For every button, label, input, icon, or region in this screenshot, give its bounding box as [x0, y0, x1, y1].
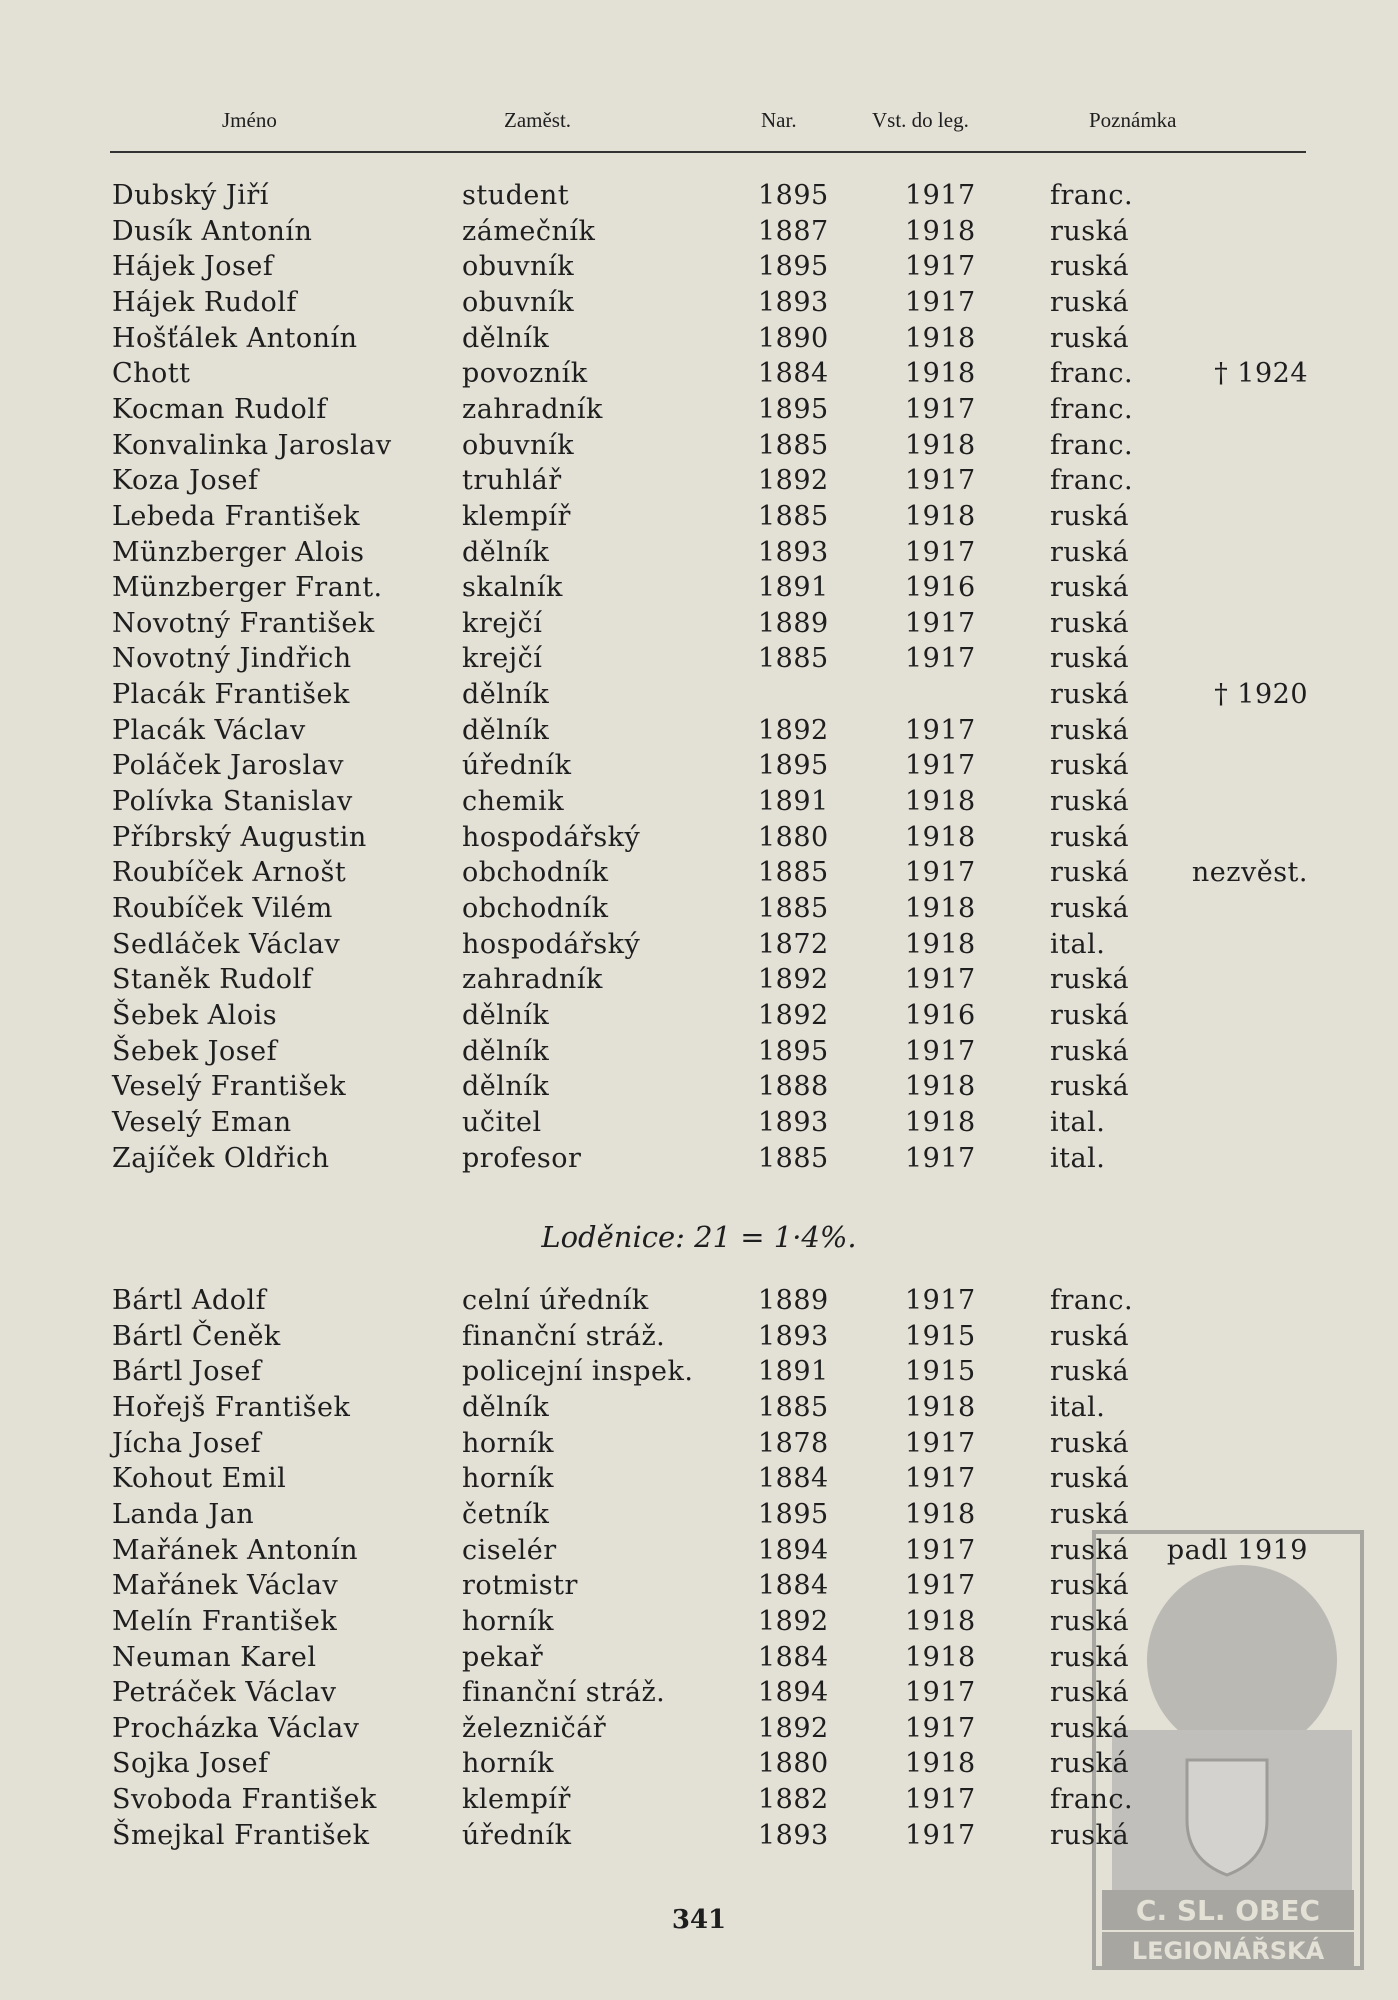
cell-vst: 1917: [905, 1784, 976, 1816]
cell-occ: chemik: [462, 786, 565, 818]
cell-occ: hospodářský: [462, 821, 641, 853]
cell-name: Roubíček Vilém: [112, 893, 333, 924]
cell-occ: četník: [462, 1498, 550, 1530]
cell-occ: pekař: [462, 1641, 544, 1673]
cell-vst: 1916: [905, 999, 976, 1031]
cell-nar: 1872: [758, 928, 829, 960]
cell-leg: ruská: [1050, 679, 1130, 711]
cell-name: Procházka Václav: [112, 1712, 360, 1744]
cell-leg: ruská: [1050, 1427, 1130, 1459]
cell-nar: 1884: [758, 1641, 829, 1673]
cell-nar: 1893: [758, 536, 829, 568]
cell-occ: ciselér: [462, 1534, 557, 1566]
table-row: [0, 1036, 1398, 1072]
cell-occ: obuvník: [462, 429, 575, 461]
cell-vst: 1917: [905, 964, 976, 996]
cell-occ: horník: [462, 1605, 554, 1637]
cell-name: Koza Josef: [112, 465, 259, 497]
cell-leg: ruská: [1050, 1356, 1130, 1388]
cell-occ: krejčí: [462, 643, 543, 675]
cell-nar: 1887: [758, 215, 829, 247]
cell-vst: 1917: [905, 1285, 976, 1316]
cell-occ: klempíř: [462, 1784, 571, 1816]
cell-leg: franc.: [1050, 1285, 1134, 1316]
cell-name: Šebek Alois: [112, 999, 278, 1031]
cell-vst: 1918: [905, 322, 976, 354]
table-row: [0, 1321, 1398, 1357]
cell-nar: 1882: [758, 1784, 829, 1816]
cell-nar: 1893: [758, 1106, 829, 1138]
cell-leg: ruská: [1050, 643, 1130, 675]
cell-leg: ruská: [1050, 999, 1130, 1031]
cell-nar: 1884: [758, 358, 829, 390]
cell-occ: úředník: [462, 750, 572, 782]
table-row: [0, 1784, 1398, 1820]
cell-leg: ital.: [1050, 1391, 1106, 1423]
cell-nar: 1889: [758, 1285, 829, 1316]
cell-name: Münzberger Frant.: [112, 572, 383, 604]
cell-occ: horník: [462, 1463, 554, 1495]
cell-name: Kohout Emil: [112, 1463, 287, 1495]
cell-occ: finanční stráž.: [462, 1320, 666, 1352]
cell-leg: ruská: [1050, 1570, 1130, 1602]
table-row: [0, 430, 1398, 466]
cell-vst: 1918: [905, 1106, 976, 1138]
cell-vst: 1917: [905, 1035, 976, 1067]
cell-nar: 1893: [758, 1320, 829, 1352]
table-row: [0, 572, 1398, 608]
table-row: [0, 893, 1398, 929]
table-row: [0, 1428, 1398, 1464]
header-born: Nar.: [761, 108, 797, 132]
cell-occ: obuvník: [462, 251, 575, 283]
cell-name: Staněk Rudolf: [112, 964, 313, 996]
header-rule: [110, 151, 1306, 153]
cell-name: Dusík Antonín: [112, 215, 313, 247]
cell-occ: celní úředník: [462, 1285, 649, 1316]
cell-vst: 1917: [905, 286, 976, 318]
cell-nar: 1895: [758, 180, 829, 211]
cell-vst: 1918: [905, 1748, 976, 1780]
cell-vst: 1918: [905, 821, 976, 853]
cell-nar: 1895: [758, 1035, 829, 1067]
cell-vst: 1916: [905, 572, 976, 604]
cell-nar: 1885: [758, 429, 829, 461]
cell-vst: 1918: [905, 1071, 976, 1103]
cell-nar: 1891: [758, 786, 829, 818]
cell-vst: 1915: [905, 1320, 976, 1352]
cell-occ: dělník: [462, 1035, 550, 1067]
cell-occ: dělník: [462, 1391, 550, 1423]
cell-nar: 1892: [758, 1605, 829, 1637]
cell-nar: 1885: [758, 500, 829, 532]
cell-occ: zámečník: [462, 215, 596, 247]
cell-nar: 1894: [758, 1677, 829, 1709]
cell-leg: ruská: [1050, 964, 1130, 996]
table-row: [0, 786, 1398, 822]
cell-vst: 1918: [905, 786, 976, 818]
table-row: [0, 1000, 1398, 1036]
cell-name: Placák František: [112, 679, 350, 711]
cell-occ: dělník: [462, 999, 550, 1031]
cell-nar: 1892: [758, 964, 829, 996]
cell-leg: ruská: [1050, 1320, 1130, 1352]
cell-occ: dělník: [462, 714, 550, 746]
table-row: [0, 1535, 1398, 1571]
cell-note: padl 1919: [1166, 1534, 1308, 1566]
cell-occ: zahradník: [462, 393, 603, 425]
table-row: [0, 251, 1398, 287]
cell-occ: policejní inspek.: [462, 1356, 694, 1388]
cell-nar: 1885: [758, 857, 829, 889]
cell-name: Mařánek Václav: [112, 1570, 339, 1602]
cell-name: Sojka Josef: [112, 1748, 269, 1780]
table-row: [0, 180, 1398, 216]
cell-vst: 1917: [905, 536, 976, 568]
table-row: [0, 1748, 1398, 1784]
cell-occ: obchodník: [462, 857, 609, 889]
cell-vst: 1918: [905, 893, 976, 924]
cell-leg: ruská: [1050, 1071, 1130, 1103]
cell-leg: ruská: [1050, 1641, 1130, 1673]
cell-nar: 1894: [758, 1534, 829, 1566]
cell-name: Bártl Josef: [112, 1356, 262, 1388]
cell-vst: 1917: [905, 251, 976, 283]
cell-occ: hospodářský: [462, 928, 641, 960]
cell-name: Münzberger Alois: [112, 536, 365, 568]
cell-nar: 1895: [758, 251, 829, 283]
cell-leg: ruská: [1050, 1534, 1130, 1566]
cell-nar: 1880: [758, 1748, 829, 1780]
cell-occ: dělník: [462, 679, 550, 711]
cell-nar: 1885: [758, 1142, 829, 1174]
cell-leg: ruská: [1050, 893, 1130, 924]
cell-leg: ruská: [1050, 750, 1130, 782]
cell-nar: 1895: [758, 393, 829, 425]
cell-vst: 1917: [905, 1463, 976, 1495]
cell-name: Bártl Adolf: [112, 1285, 267, 1316]
cell-occ: obuvník: [462, 286, 575, 318]
cell-occ: horník: [462, 1748, 554, 1780]
cell-vst: 1917: [905, 1712, 976, 1744]
table-row: [0, 1285, 1398, 1321]
header-note: Poznámka: [1089, 108, 1177, 132]
table-row: [0, 750, 1398, 786]
cell-leg: ruská: [1050, 1035, 1130, 1067]
cell-nar: 1892: [758, 999, 829, 1031]
cell-nar: 1890: [758, 322, 829, 354]
watermark-text-1: C. SL. OBEC: [1135, 1894, 1321, 1927]
cell-name: Novotný Jindřich: [112, 643, 352, 675]
cell-vst: 1917: [905, 1819, 976, 1851]
cell-vst: 1918: [905, 1498, 976, 1530]
table-row: [0, 1356, 1398, 1392]
cell-name: Polívka Stanislav: [112, 786, 353, 818]
table-row: [0, 679, 1398, 715]
cell-leg: ruská: [1050, 1819, 1130, 1851]
cell-nar: 1878: [758, 1427, 829, 1459]
cell-occ: skalník: [462, 572, 563, 604]
cell-nar: 1884: [758, 1463, 829, 1495]
cell-name: Svoboda František: [112, 1784, 377, 1816]
table-row: [0, 465, 1398, 501]
cell-nar: 1885: [758, 1391, 829, 1423]
cell-leg: ruská: [1050, 821, 1130, 853]
cell-vst: 1917: [905, 1570, 976, 1602]
table-row: [0, 1606, 1398, 1642]
cell-note: nezvěst.: [1191, 857, 1308, 889]
cell-leg: ruská: [1050, 1712, 1130, 1744]
cell-leg: ruská: [1050, 322, 1130, 354]
table-row: [0, 1820, 1398, 1856]
table-row: [0, 1392, 1398, 1428]
cell-leg: ruská: [1050, 1463, 1130, 1495]
cell-vst: 1917: [905, 1677, 976, 1709]
cell-vst: 1917: [905, 393, 976, 425]
cell-occ: profesor: [462, 1142, 582, 1174]
cell-name: Hájek Rudolf: [112, 286, 297, 318]
cell-occ: truhlář: [462, 465, 562, 497]
cell-leg: franc.: [1050, 429, 1134, 461]
cell-name: Hošťálek Antonín: [112, 322, 358, 354]
cell-vst: 1918: [905, 500, 976, 532]
cell-vst: 1917: [905, 1142, 976, 1174]
table-row: [0, 1713, 1398, 1749]
cell-leg: ruská: [1050, 857, 1130, 889]
cell-leg: ruská: [1050, 251, 1130, 283]
cell-leg: franc.: [1050, 465, 1134, 497]
table-row: [0, 608, 1398, 644]
table-row: [0, 323, 1398, 359]
cell-name: Šmejkal František: [112, 1819, 370, 1851]
cell-vst: 1917: [905, 857, 976, 889]
cell-name: Jícha Josef: [112, 1427, 262, 1459]
cell-occ: dělník: [462, 1071, 550, 1103]
cell-leg: ruská: [1050, 500, 1130, 532]
cell-leg: franc.: [1050, 393, 1134, 425]
cell-leg: ruská: [1050, 1605, 1130, 1637]
cell-name: Hořejš František: [112, 1391, 351, 1423]
table-row: [0, 715, 1398, 751]
cell-occ: finanční stráž.: [462, 1677, 666, 1709]
table-row: [0, 822, 1398, 858]
cell-name: Šebek Josef: [112, 1035, 278, 1067]
cell-leg: ital.: [1050, 1106, 1106, 1138]
cell-vst: 1917: [905, 607, 976, 639]
cell-leg: franc.: [1050, 180, 1134, 211]
cell-nar: 1895: [758, 750, 829, 782]
cell-occ: student: [462, 180, 570, 211]
cell-name: Melín František: [112, 1605, 338, 1637]
cell-vst: 1917: [905, 180, 976, 211]
cell-nar: 1892: [758, 714, 829, 746]
cell-name: Hájek Josef: [112, 251, 274, 283]
header-name: Jméno: [222, 108, 277, 132]
cell-leg: franc.: [1050, 358, 1134, 390]
page-number: 341: [671, 1905, 727, 1935]
cell-vst: 1918: [905, 429, 976, 461]
cell-leg: ruská: [1050, 286, 1130, 318]
table-row: [0, 929, 1398, 965]
cell-occ: krejčí: [462, 607, 543, 639]
cell-vst: 1917: [905, 750, 976, 782]
cell-leg: ruská: [1050, 536, 1130, 568]
cell-occ: dělník: [462, 536, 550, 568]
cell-name: Mařánek Antonín: [112, 1534, 358, 1566]
cell-vst: 1917: [905, 643, 976, 675]
cell-name: Příbrský Augustin: [112, 821, 367, 853]
cell-note: † 1924: [1214, 358, 1308, 390]
cell-name: Konvalinka Jaroslav: [112, 429, 392, 461]
section-title: Loděnice: 21 = 1·4%.: [541, 1220, 857, 1254]
cell-nar: 1891: [758, 572, 829, 604]
table-row: [0, 358, 1398, 394]
cell-name: Lebeda František: [112, 500, 360, 532]
cell-occ: zahradník: [462, 964, 603, 996]
cell-name: Veselý František: [112, 1071, 347, 1103]
cell-leg: ital.: [1050, 1142, 1106, 1174]
cell-occ: rotmistr: [462, 1570, 578, 1602]
cell-name: Zajíček Oldřich: [112, 1142, 330, 1174]
cell-nar: 1893: [758, 1819, 829, 1851]
cell-name: Sedláček Václav: [112, 928, 341, 960]
cell-vst: 1918: [905, 358, 976, 390]
cell-nar: 1895: [758, 1498, 829, 1530]
cell-occ: dělník: [462, 322, 550, 354]
table-row: [0, 1463, 1398, 1499]
cell-nar: 1884: [758, 1570, 829, 1602]
table-row: [0, 1071, 1398, 1107]
cell-note: † 1920: [1214, 679, 1308, 711]
header-occupation: Zaměst.: [504, 108, 572, 132]
cell-leg: ruská: [1050, 1498, 1130, 1530]
cell-occ: klempíř: [462, 500, 571, 532]
table-row: [0, 964, 1398, 1000]
cell-nar: 1888: [758, 1071, 829, 1103]
cell-vst: 1917: [905, 1427, 976, 1459]
cell-name: Kocman Rudolf: [112, 393, 327, 425]
cell-vst: 1918: [905, 928, 976, 960]
cell-nar: 1893: [758, 286, 829, 318]
cell-occ: povozník: [462, 358, 588, 390]
table-row: [0, 1677, 1398, 1713]
cell-nar: 1892: [758, 1712, 829, 1744]
cell-occ: horník: [462, 1427, 554, 1459]
table-row: [0, 216, 1398, 252]
cell-occ: železničář: [462, 1712, 607, 1744]
cell-name: Poláček Jaroslav: [112, 750, 345, 782]
cell-name: Placák Václav: [112, 714, 306, 746]
cell-nar: 1891: [758, 1356, 829, 1388]
cell-name: Chott: [112, 358, 191, 390]
cell-leg: ruská: [1050, 215, 1130, 247]
cell-leg: ruská: [1050, 1677, 1130, 1709]
cell-nar: 1885: [758, 893, 829, 924]
cell-vst: 1915: [905, 1356, 976, 1388]
cell-occ: úředník: [462, 1819, 572, 1851]
cell-vst: 1918: [905, 1641, 976, 1673]
cell-vst: 1917: [905, 465, 976, 497]
cell-vst: 1918: [905, 1391, 976, 1423]
cell-leg: franc.: [1050, 1784, 1134, 1816]
cell-leg: ruská: [1050, 1748, 1130, 1780]
cell-name: Petráček Václav: [112, 1677, 337, 1709]
table-row: [0, 857, 1398, 893]
table-row: [0, 643, 1398, 679]
cell-vst: 1918: [905, 215, 976, 247]
cell-vst: 1917: [905, 714, 976, 746]
cell-name: Bártl Čeněk: [112, 1320, 281, 1352]
table-row: [0, 1143, 1398, 1179]
cell-name: Neuman Karel: [112, 1641, 317, 1673]
cell-name: Roubíček Arnošt: [112, 857, 347, 889]
table-row: [0, 287, 1398, 323]
cell-leg: ruská: [1050, 714, 1130, 746]
cell-name: Novotný František: [112, 607, 375, 639]
cell-nar: 1892: [758, 465, 829, 497]
cell-name: Landa Jan: [112, 1498, 255, 1530]
cell-leg: ruská: [1050, 607, 1130, 639]
cell-vst: 1918: [905, 1605, 976, 1637]
cell-name: Dubský Jiří: [112, 180, 269, 211]
cell-nar: 1880: [758, 821, 829, 853]
cell-vst: 1917: [905, 1534, 976, 1566]
header-joined: Vst. do leg.: [872, 108, 969, 132]
cell-nar: 1885: [758, 643, 829, 675]
table-row: [0, 537, 1398, 573]
cell-leg: ital.: [1050, 928, 1106, 960]
cell-occ: učitel: [462, 1106, 542, 1138]
table-row: [0, 1570, 1398, 1606]
cell-occ: obchodník: [462, 893, 609, 924]
watermark-text-2: LEGIONÁŘSKÁ: [1131, 1937, 1325, 1965]
cell-leg: ruská: [1050, 786, 1130, 818]
table-row: [0, 1642, 1398, 1678]
table-row: [0, 1107, 1398, 1143]
cell-name: Veselý Eman: [112, 1106, 292, 1138]
table-row: [0, 501, 1398, 537]
table-row: [0, 1499, 1398, 1535]
cell-nar: 1889: [758, 607, 829, 639]
cell-leg: ruská: [1050, 572, 1130, 604]
table-row: [0, 394, 1398, 430]
